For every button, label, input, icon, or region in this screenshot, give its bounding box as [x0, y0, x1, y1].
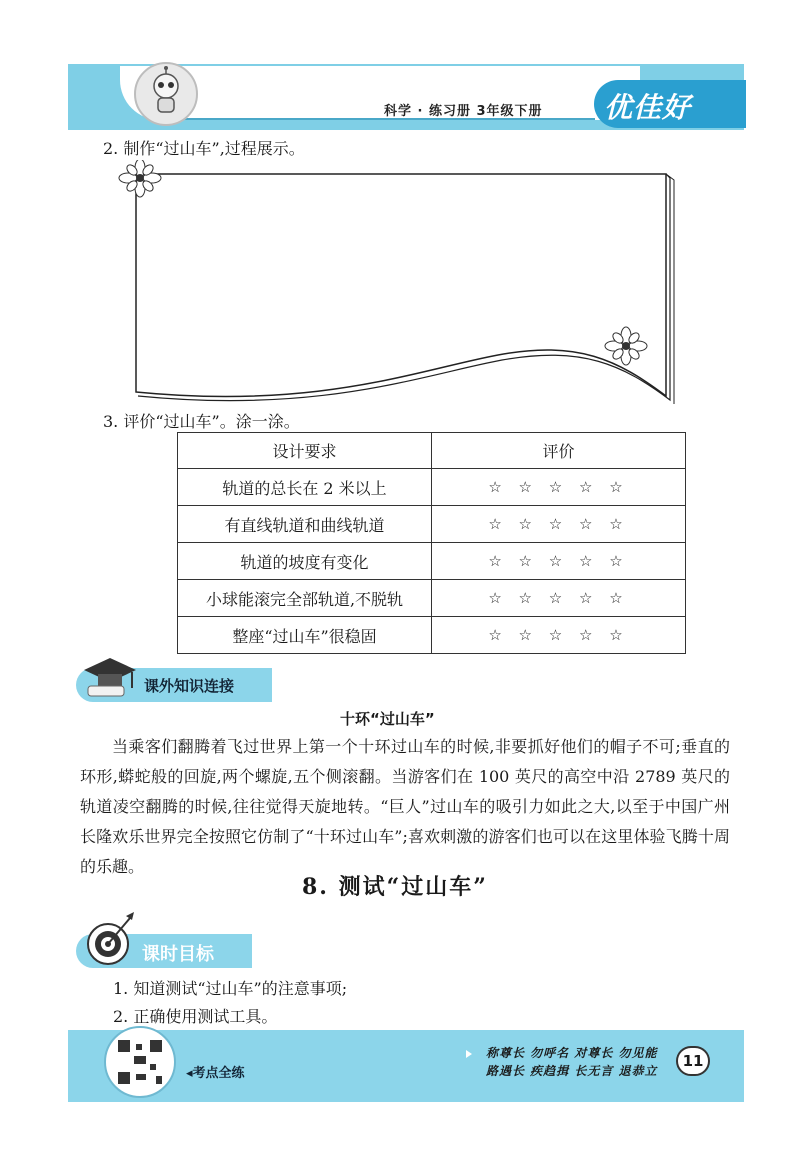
- table-row: [178, 506, 686, 543]
- motto-line: 路遇长 疾趋揖 长无言 退恭立: [486, 1064, 658, 1078]
- lesson-goal-item: 2. 正确使用测试工具。: [113, 1007, 278, 1026]
- table-row: [178, 469, 686, 506]
- table-row: [178, 580, 686, 617]
- lesson-goal-item: 1. 知道测试“过山车”的注意事项;: [113, 979, 348, 998]
- exam-practice-link[interactable]: ◂考点全练: [186, 1066, 245, 1081]
- brand-name: 优佳好: [604, 91, 692, 124]
- requirement-cell: 轨道的坡度有变化: [178, 543, 432, 580]
- robot-mascot-icon: [134, 62, 198, 126]
- motto-line: 称尊长 勿呼名 对尊长 勿见能: [486, 1046, 658, 1060]
- header-inner: [120, 66, 640, 120]
- extra-knowledge-banner-label: 课外知识连接: [144, 677, 235, 695]
- requirement-cell: 轨道的总长在 2 米以上: [178, 469, 432, 506]
- lesson-title: 8. 测试“过山车”: [302, 874, 488, 900]
- table-row: [178, 617, 686, 654]
- star-rating[interactable]: ☆ ☆ ☆ ☆ ☆: [432, 617, 686, 654]
- star-rating[interactable]: ☆ ☆ ☆ ☆ ☆: [432, 543, 686, 580]
- star-rating[interactable]: ☆ ☆ ☆ ☆ ☆: [432, 469, 686, 506]
- play-triangle-icon: [466, 1050, 472, 1058]
- question-3-label: 3. 评价“过山车”。涂一涂。: [103, 412, 300, 431]
- question-2-label: 2. 制作“过山车”,过程展示。: [103, 139, 305, 158]
- table-header-row: [178, 433, 686, 469]
- book-title: 科学 · 练习册 3年级下册: [384, 104, 543, 119]
- requirement-cell: 有直线轨道和曲线轨道: [178, 506, 432, 543]
- requirement-cell: 整座“过山车”很稳固: [178, 617, 432, 654]
- page-number: 11: [676, 1046, 710, 1076]
- lesson-goals-banner-label: 课时目标: [142, 944, 214, 965]
- reading-body: 当乘客们翻腾着飞过世界上第一个十环过山车的时候,非要抓好他们的帽子不可;垂直的环形,蟒蛇般的回旋,两个螺旋,五个侧滚翻。当游客们在 100 英尺的高空中沿 2789 英尺的轨道凌空翻腾的时候,往往觉得天旋地转。“巨人”过山车的吸引力如此之大,以至于中国广州长隆欢乐世界完全按照它仿制了“十环过山车”;喜欢刺激的游客们也可以在这里体验飞腾十周的乐趣。: [80, 737, 730, 876]
- requirement-cell: 小球能滚完全部轨道,不脱轨: [178, 580, 432, 617]
- table-row: [178, 543, 686, 580]
- evaluation-table: [177, 432, 686, 654]
- star-rating[interactable]: ☆ ☆ ☆ ☆ ☆: [432, 506, 686, 543]
- drawing-frame: [118, 160, 688, 412]
- reading-title: 十环“过山车”: [340, 710, 435, 728]
- star-rating[interactable]: ☆ ☆ ☆ ☆ ☆: [432, 580, 686, 617]
- column-header: 评价: [432, 433, 686, 469]
- qr-code-icon[interactable]: [104, 1026, 176, 1098]
- graduation-cap-icon: [80, 654, 140, 702]
- target-dart-icon: [82, 910, 142, 968]
- column-header: 设计要求: [178, 433, 432, 469]
